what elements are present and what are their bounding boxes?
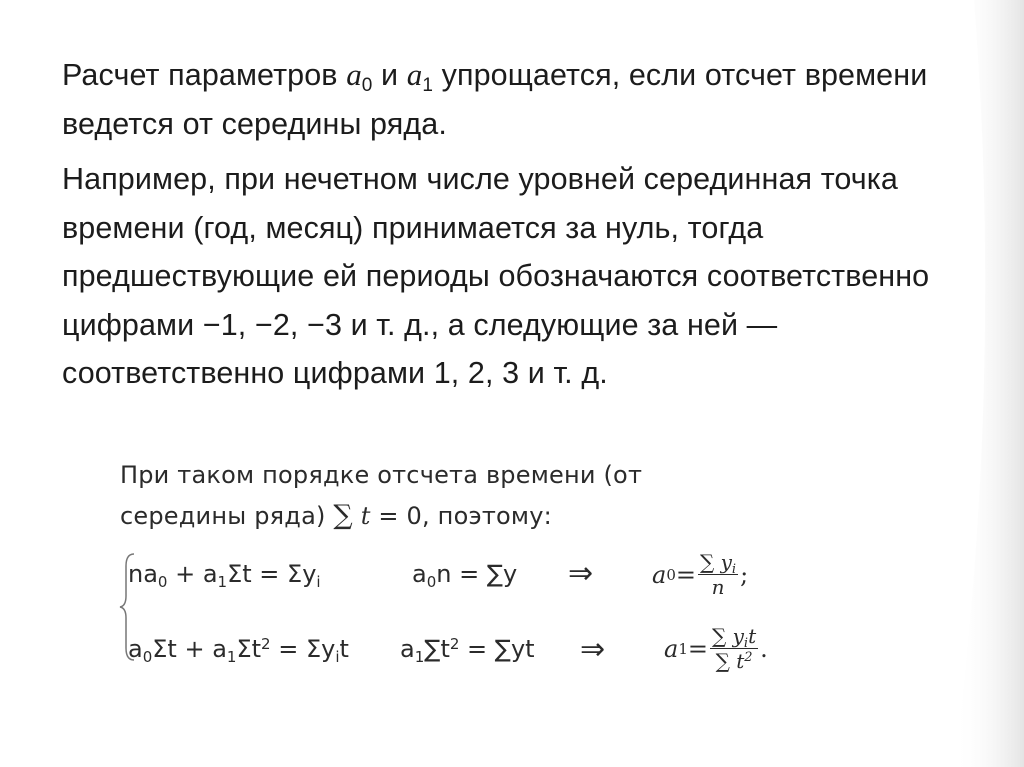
formula-image <box>112 452 832 702</box>
result-a1: a 1 = $\frac{\sum y_it}{\sum t^2}$ . <box>664 624 768 673</box>
equation-2-middle: $a_1\sum t^2 = \sum yt$ <box>400 635 535 666</box>
fraction-a0: $\frac{\sum y_i}{n}$ <box>699 550 737 599</box>
example-paragraph: Например, при нечетном числе уровней серединная точка времени (год, месяц) принимается за нуль, тогда предшествующие ей периоды обозначаются соответственно цифрами −1, −2, −3 и т. д., а следующие за ней — соответственно цифрами 1, 2, 3 и т. д. <box>62 162 930 390</box>
equation-2-left: $a_0\Sigma t + a_1\Sigma t^2 = \Sigma y_it$ <box>128 635 349 666</box>
implies-arrow-2: ⇒ <box>580 632 606 667</box>
formula-intro-line2: середины ряда) ∑ t = 0, поэтому: <box>120 500 552 531</box>
equation-1-left: $na_0 + a_1\Sigma t = \Sigma y_i$ <box>128 560 321 591</box>
formula-intro-line1: При таком порядке отсчета времени (от <box>120 461 643 489</box>
intro-paragraph: Расчет параметров $a_0$ и $a_1$ упрощается, если отсчет времени ведется от середины ряда. <box>62 57 928 141</box>
implies-arrow-1: ⇒ <box>568 556 594 591</box>
result-a0: a 0 = $\frac{\sum y_i}{n}$ ; <box>652 550 749 599</box>
fraction-a1: $\frac{\sum y_it}{\sum t^2}$ <box>711 624 757 673</box>
equation-1-middle: $a_0n = \sum y$ <box>412 560 518 591</box>
